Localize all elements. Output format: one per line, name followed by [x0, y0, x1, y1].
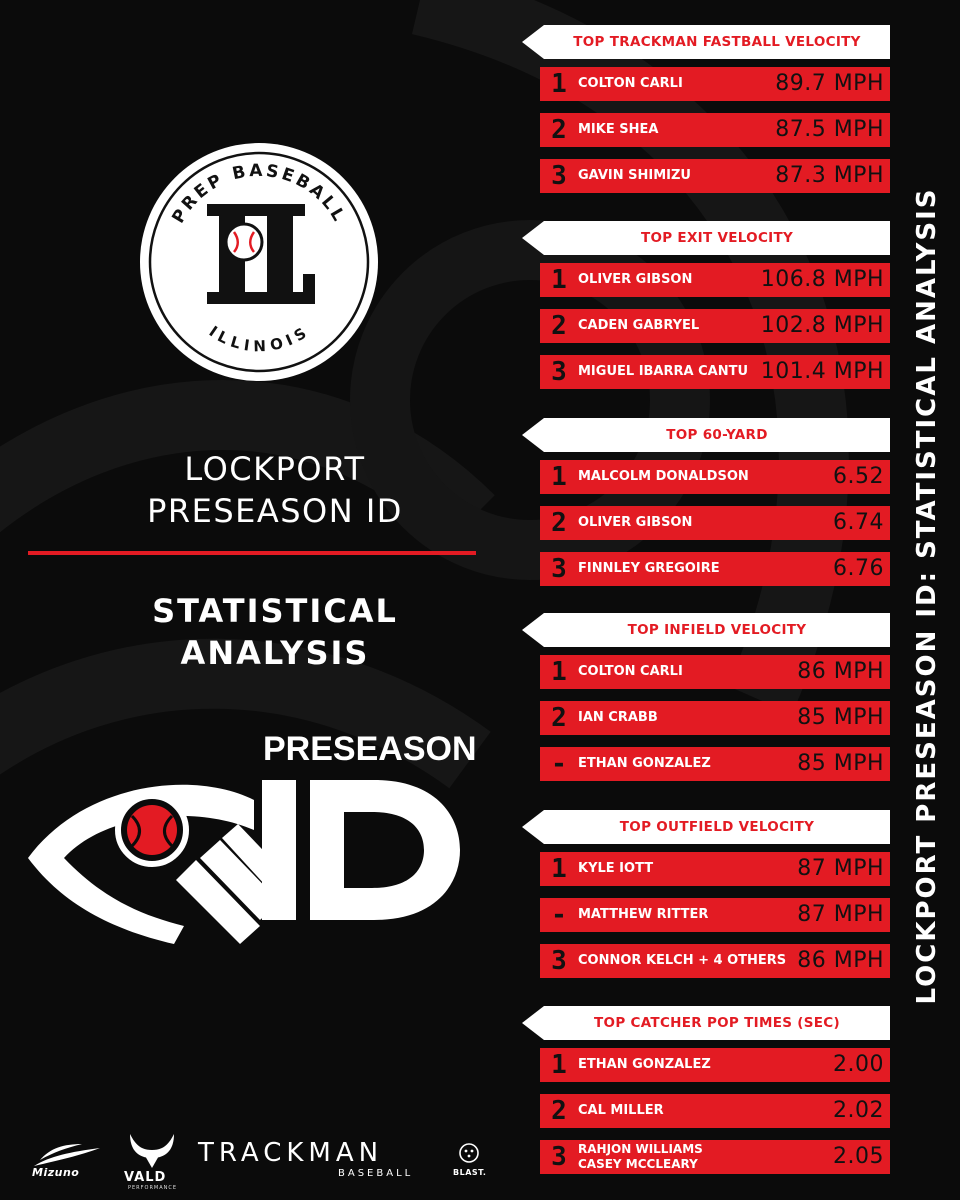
stat-value: 87.5 MPH [775, 117, 884, 142]
player-name [578, 552, 720, 586]
player-name [578, 355, 748, 389]
player-name-line1: FINNLEY GREGOIRE [578, 561, 720, 576]
vald-wordmark: VALD [124, 1170, 167, 1185]
stat-category [522, 613, 890, 793]
player-name-line1: OLIVER GIBSON [578, 272, 693, 287]
leaderboard-row [540, 898, 890, 932]
category-title: TOP INFIELD VELOCITY [627, 622, 807, 638]
player-name-line1: MIKE SHEA [578, 122, 659, 137]
stat-value: 85 MPH [797, 751, 884, 776]
stat-value: 6.74 [833, 510, 884, 535]
category-header [522, 613, 890, 647]
stat-value: 2.00 [833, 1052, 884, 1077]
stat-category [522, 1006, 890, 1186]
prep-baseball-illinois-logo [133, 142, 385, 382]
stat-value: 86 MPH [797, 948, 884, 973]
player-name [578, 655, 683, 689]
player-name-line1: OLIVER GIBSON [578, 515, 693, 530]
leaderboard-row [540, 655, 890, 689]
player-name-line1: MATTHEW RITTER [578, 907, 709, 922]
leaderboard-row [540, 1048, 890, 1082]
sponsor-strip [30, 1130, 500, 1190]
player-name [578, 898, 708, 932]
player-name [578, 944, 786, 978]
category-title: TOP CATCHER POP TIMES (SEC) [594, 1015, 840, 1031]
rank-number: 3 [551, 357, 567, 387]
stat-value: 2.02 [833, 1098, 884, 1123]
player-name [578, 113, 658, 147]
rank-number: 2 [551, 1096, 567, 1126]
rank-number: 1 [551, 265, 567, 295]
stat-value: 2.05 [833, 1144, 884, 1169]
stat-value: 6.52 [833, 464, 884, 489]
category-title: TOP 60-YARD [666, 427, 768, 443]
player-name-line1: MALCOLM DONALDSON [578, 469, 749, 484]
player-name [578, 1142, 703, 1176]
leaderboard-row [540, 159, 890, 193]
event-title-line2: PRESEASON ID [147, 492, 403, 530]
stat-value: 87 MPH [797, 856, 884, 881]
leaderboard-row [540, 944, 890, 978]
player-name-line1: COLTON CARLI [578, 664, 683, 679]
player-name [578, 701, 658, 735]
stat-value: 87 MPH [797, 902, 884, 927]
leaderboard-row [540, 113, 890, 147]
category-header [522, 418, 890, 452]
leaderboard-row [540, 852, 890, 886]
event-title-line1: LOCKPORT [184, 450, 366, 488]
rank-number: 3 [551, 946, 567, 976]
stat-value: 85 MPH [797, 705, 884, 730]
category-title: TOP EXIT VELOCITY [640, 230, 794, 246]
svg-text:PREP BASEBALL: PREP BASEBALL [168, 160, 350, 228]
category-title: TOP TRACKMAN FASTBALL VELOCITY [573, 34, 861, 50]
player-name [578, 1094, 664, 1128]
event-title [40, 448, 510, 532]
leaderboard-row [540, 1140, 890, 1174]
analysis-title-line1: STATISTICAL [152, 592, 398, 630]
leaderboard-row [540, 460, 890, 494]
analysis-title-line2: ANALYSIS [180, 634, 370, 672]
category-title: TOP OUTFIELD VELOCITY [619, 819, 815, 835]
svg-text:ILLINOIS: ILLINOIS [205, 322, 313, 356]
player-name-line1: ETHAN GONZALEZ [578, 756, 711, 771]
player-name [578, 1048, 711, 1082]
category-header [522, 221, 890, 255]
stat-value: 87.3 MPH [775, 163, 884, 188]
player-name [578, 460, 749, 494]
leaderboard-row [540, 747, 890, 781]
rank-number: 1 [551, 69, 567, 99]
rank-number: 1 [551, 854, 567, 884]
player-name [578, 67, 683, 101]
category-header [522, 1006, 890, 1040]
player-name-line1: CONNOR KELCH + 4 OTHERS [578, 953, 787, 968]
rank-number: 2 [551, 703, 567, 733]
player-name [578, 506, 692, 540]
stat-value: 89.7 MPH [775, 71, 884, 96]
preseason-word: PRESEASON [263, 730, 477, 768]
rank-number: 2 [551, 311, 567, 341]
leaderboard-row [540, 506, 890, 540]
stat-value: 101.4 MPH [760, 359, 884, 384]
player-name-line1: KYLE IOTT [578, 861, 654, 876]
player-name-line2: CASEY MCCLEARY [578, 1157, 698, 1171]
rank-number: 3 [551, 554, 567, 584]
rank-number: 3 [551, 161, 567, 191]
stat-value: 6.76 [833, 556, 884, 581]
rank-number: 1 [551, 1050, 567, 1080]
trackman-subtitle: BASEBALL [338, 1168, 414, 1179]
player-name-line1: CADEN GABRYEL [578, 318, 700, 333]
analysis-title [40, 590, 510, 674]
rank-number: - [551, 749, 567, 779]
vertical-title: LOCKPORT PRESEASON ID: STATISTICAL ANALYSIS [912, 187, 942, 1005]
stat-category [522, 418, 890, 598]
player-name-line1: COLTON CARLI [578, 76, 683, 91]
rank-number: 1 [551, 462, 567, 492]
stat-category [522, 810, 890, 990]
blast-wordmark: BLAST. [453, 1168, 487, 1177]
leaderboard-row [540, 67, 890, 101]
stat-value: 86 MPH [797, 659, 884, 684]
player-name-line1: GAVIN SHIMIZU [578, 168, 691, 183]
player-name [578, 747, 711, 781]
rank-number: 2 [551, 115, 567, 145]
player-name-line1: MIGUEL IBARRA CANTU [578, 364, 749, 379]
stat-category [522, 221, 890, 401]
leaderboard-row [540, 701, 890, 735]
player-name-line1: RAHJON WILLIAMS [578, 1142, 703, 1156]
leaderboard-row [540, 552, 890, 586]
leaderboard-row [540, 1094, 890, 1128]
player-name [578, 263, 692, 297]
mizuno-wordmark: Mizuno [32, 1166, 80, 1179]
rank-number: 1 [551, 657, 567, 687]
stat-category [522, 25, 890, 205]
trackman-wordmark: TRACKMAN [198, 1138, 384, 1168]
rank-number: 3 [551, 1142, 567, 1172]
title-divider [28, 551, 476, 555]
blast-icon [458, 1142, 480, 1164]
player-name-line1: ETHAN GONZALEZ [578, 1057, 711, 1072]
rank-number: - [551, 900, 567, 930]
player-name-line1: CAL MILLER [578, 1103, 664, 1118]
stat-value: 102.8 MPH [760, 313, 884, 338]
leaderboard-row [540, 263, 890, 297]
rank-number: 2 [551, 508, 567, 538]
category-header [522, 25, 890, 59]
stat-value: 106.8 MPH [760, 267, 884, 292]
vald-subtitle: PERFORMANCE [128, 1185, 178, 1191]
player-name [578, 309, 699, 343]
player-name [578, 852, 653, 886]
player-name-line1: IAN CRABB [578, 710, 658, 725]
leaderboard-row [540, 309, 890, 343]
category-header [522, 810, 890, 844]
leaderboard-row [540, 355, 890, 389]
player-name [578, 159, 691, 193]
